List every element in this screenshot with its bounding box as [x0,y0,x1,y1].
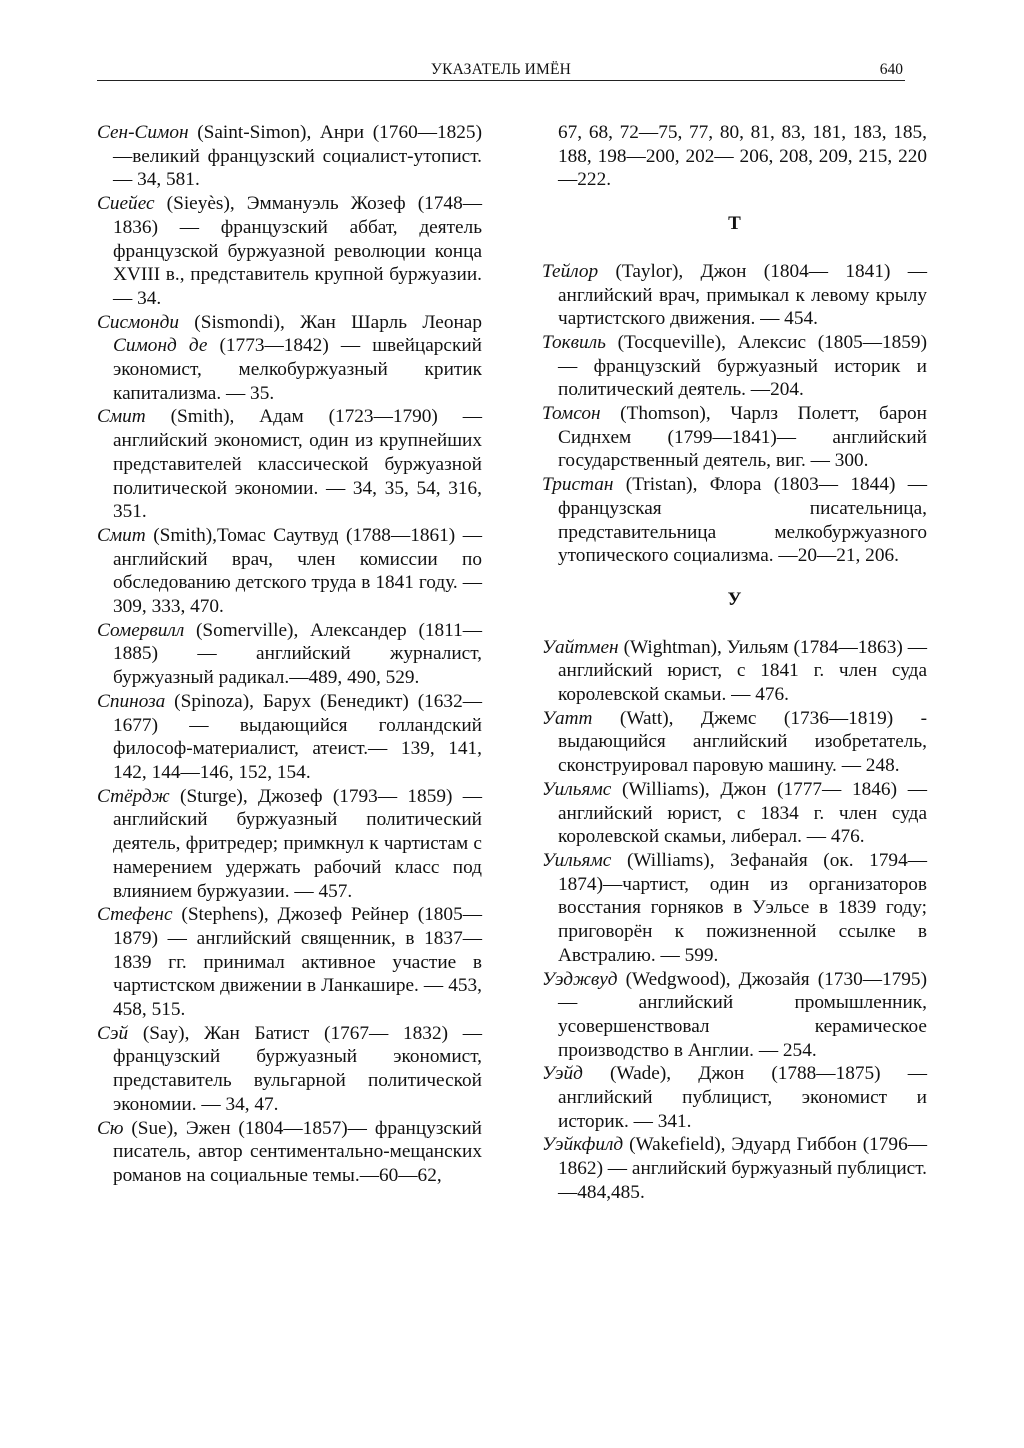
index-entry [542,778,927,849]
entry-text: (Sue), Эжен (1804—1857)— французский писатель, автор сентиментально-мещанских романов на социальные темы.—60—62, [113,1117,482,1186]
entry-headword: Токвиль [542,331,606,353]
entry-text: (Williams), Джон (1777— 1846) — английский юрист, с 1834 г. член суда королевской скамьи, либерал. — 476. [558,778,927,848]
entry-text: (Somerville), Александер (1811—1885) — английский журналист, буржуазный радикал.—489, 490, 529. [113,619,482,689]
index-entry [542,636,927,707]
entry-headword: Уильямс [542,849,612,871]
entry-headword: Уэджвуд [542,968,618,990]
entry-headword: Сэй [97,1022,129,1044]
entry-text: (Sturge), Джозеф (1793— 1859) — английский буржуазный политический деятель, фритредер; примкнул к чартистам с намерением удержать рабочий класс под влиянием буржуазии. — 457. [113,785,482,902]
index-entry [542,331,927,402]
entry-text: (Thomson), Чарлз Полетт, барон Сиднхем (1799—1841)— английский государственный деятель, виг. — 300. [558,403,927,472]
index-entry [542,707,927,778]
entry-headword: Смит [97,524,146,546]
entry-text: (Wakefield), Эдуард Гиббон (1796—1862) — английский буржуазный публицист.—484,485. [558,1134,927,1203]
entry-headword-secondary: Симонд де [113,335,208,357]
index-entry [97,192,482,311]
right-column [542,121,927,1205]
entry-text: (Spinoza), Барух (Бенедикт) (1632—1677) — выдающийся голландский философ-материалист, атеист.— 139, 141, 142, 144—146, 152, 154. [113,690,482,783]
entry-text-secondary: (1773—1842) — швейцарский экономист, мелкобуржуазный критик капитализма. — 35. [113,335,482,404]
entry-text: (Wade), Джон (1788—1875) — английский публицист, экономист и историк. — 341. [558,1063,927,1132]
header-title: УКАЗАТЕЛЬ ИМЁН [430,61,572,78]
entry-text: (Saint-Simon), Анри (1760—1825)—великий французский социалист-утопист.— 34, 581. [113,122,482,191]
index-entry [97,903,482,1022]
entry-text: (Smith),Томас Саутвуд (1788—1861) — английский врач, член комиссии по обследованию детского труда в 1841 году. — 309, 333, 470. [113,524,482,618]
index-entry [542,402,927,473]
index-entry [542,260,927,331]
index-entry [97,121,482,192]
index-entry [542,849,927,968]
entry-text: (Smith), Адам (1723—1790) — английский экономист, один из крупнейших представителей классической буржуазной политической экономии. — 34, 35, 54, 316, 351. [113,406,482,523]
index-entry [97,311,482,406]
index-entry [542,1133,927,1204]
index-entry [97,524,482,619]
section-letter-u: У [727,588,742,610]
entry-headword: Сю [97,1117,124,1139]
entry-continuation: 67, 68, 72—75, 77, 80, 81, 83, 181, 183, 185, 188, 198—200, 202— 206, 208, 209, 215, 220—222. [558,122,927,191]
index-entry [97,405,482,524]
entry-headword: Сен-Симон [97,122,189,143]
entries-u [542,636,927,1205]
entry-text: (Wightman), Уильям (1784—1863) — английский юрист, с 1841 г. член суда королевской скамьи. — 476. [558,636,927,706]
entry-text: (Wedgwood), Джозайя (1730—1795) — английский промышленник, усовершенствовал керамическое производство в Англии. — 254. [558,968,927,1061]
entries-t [542,260,927,568]
entry-text: (Sieyès), Эммануэль Жозеф (1748—1836) — французский аббат, деятель французской буржуазной революции конца XVIII в., представитель крупной буржуазии. — 34. [113,193,482,309]
index-entry [97,690,482,785]
entry-headword: Уэйд [542,1063,583,1085]
entry-headword: Стёрдж [97,785,170,807]
entry-headword: Уильямс [542,778,612,800]
entry-headword: Уэйкфилд [542,1134,624,1156]
entry-text: (Williams), Зефанайя (ок. 1794—1874)—чартист, один из организаторов восстания горняков в Уэльсе в 1839 году; приговорён к пожизненной ссылке в Австралию. — 599. [558,849,927,966]
index-entry [97,785,482,904]
left-column [97,121,482,1188]
page-number: 640 [879,61,903,78]
section-letter-t: Т [728,213,741,235]
entry-headword: Тристан [542,474,614,496]
entry-text: (Stephens), Джозеф Рейнер (1805—1879) — английский священник, в 1837—1839 гг. принимал активное участие в чартистском движении в Ланкашире. — 453, 458, 515. [113,904,482,1021]
entry-headword: Спиноза [97,690,166,712]
entry-text: (Watt), Джемс (1736—1819) - выдающийся английский изобретатель, сконструировал паровую машину. — 248. [558,707,927,777]
index-entry [542,1062,927,1133]
index-entry [542,473,927,568]
entry-text: (Tristan), Флора (1803— 1844) — французская писательница, представительница мелкобуржуазного утопического социализма. —20—21, 206. [558,474,927,567]
entry-headword: Смит [97,406,146,428]
index-entry [97,1022,482,1117]
entry-text: (Tocqueville), Алексис (1805—1859) — французский буржуазный историк и политический деятель. —204. [558,331,927,401]
entry-text: (Say), Жан Батист (1767— 1832) — французский буржуазный экономист, представитель вульгарной политической экономии. — 34, 47. [113,1022,482,1115]
entry-headword: Уатт [542,707,593,729]
index-entry [542,968,927,1063]
running-header [97,58,905,81]
entry-headword: Сисмонди [97,311,179,333]
entry-text: (Taylor), Джон (1804— 1841) — английский врач, примыкал к левому крылу чартистского движения. — 454. [558,260,927,330]
entry-headword: Сомервилл [97,619,185,641]
index-entry [97,619,482,690]
index-entry [97,1117,482,1188]
entry-headword: Уайтмен [542,636,619,658]
entry-text: (Sismondi), Жан Шарль Леонар [178,311,482,333]
entry-headword: Томсон [542,403,601,425]
entry-headword: Стефенс [97,904,173,926]
entry-headword: Сиейес [97,193,155,215]
entry-headword: Тейлор [542,260,599,282]
